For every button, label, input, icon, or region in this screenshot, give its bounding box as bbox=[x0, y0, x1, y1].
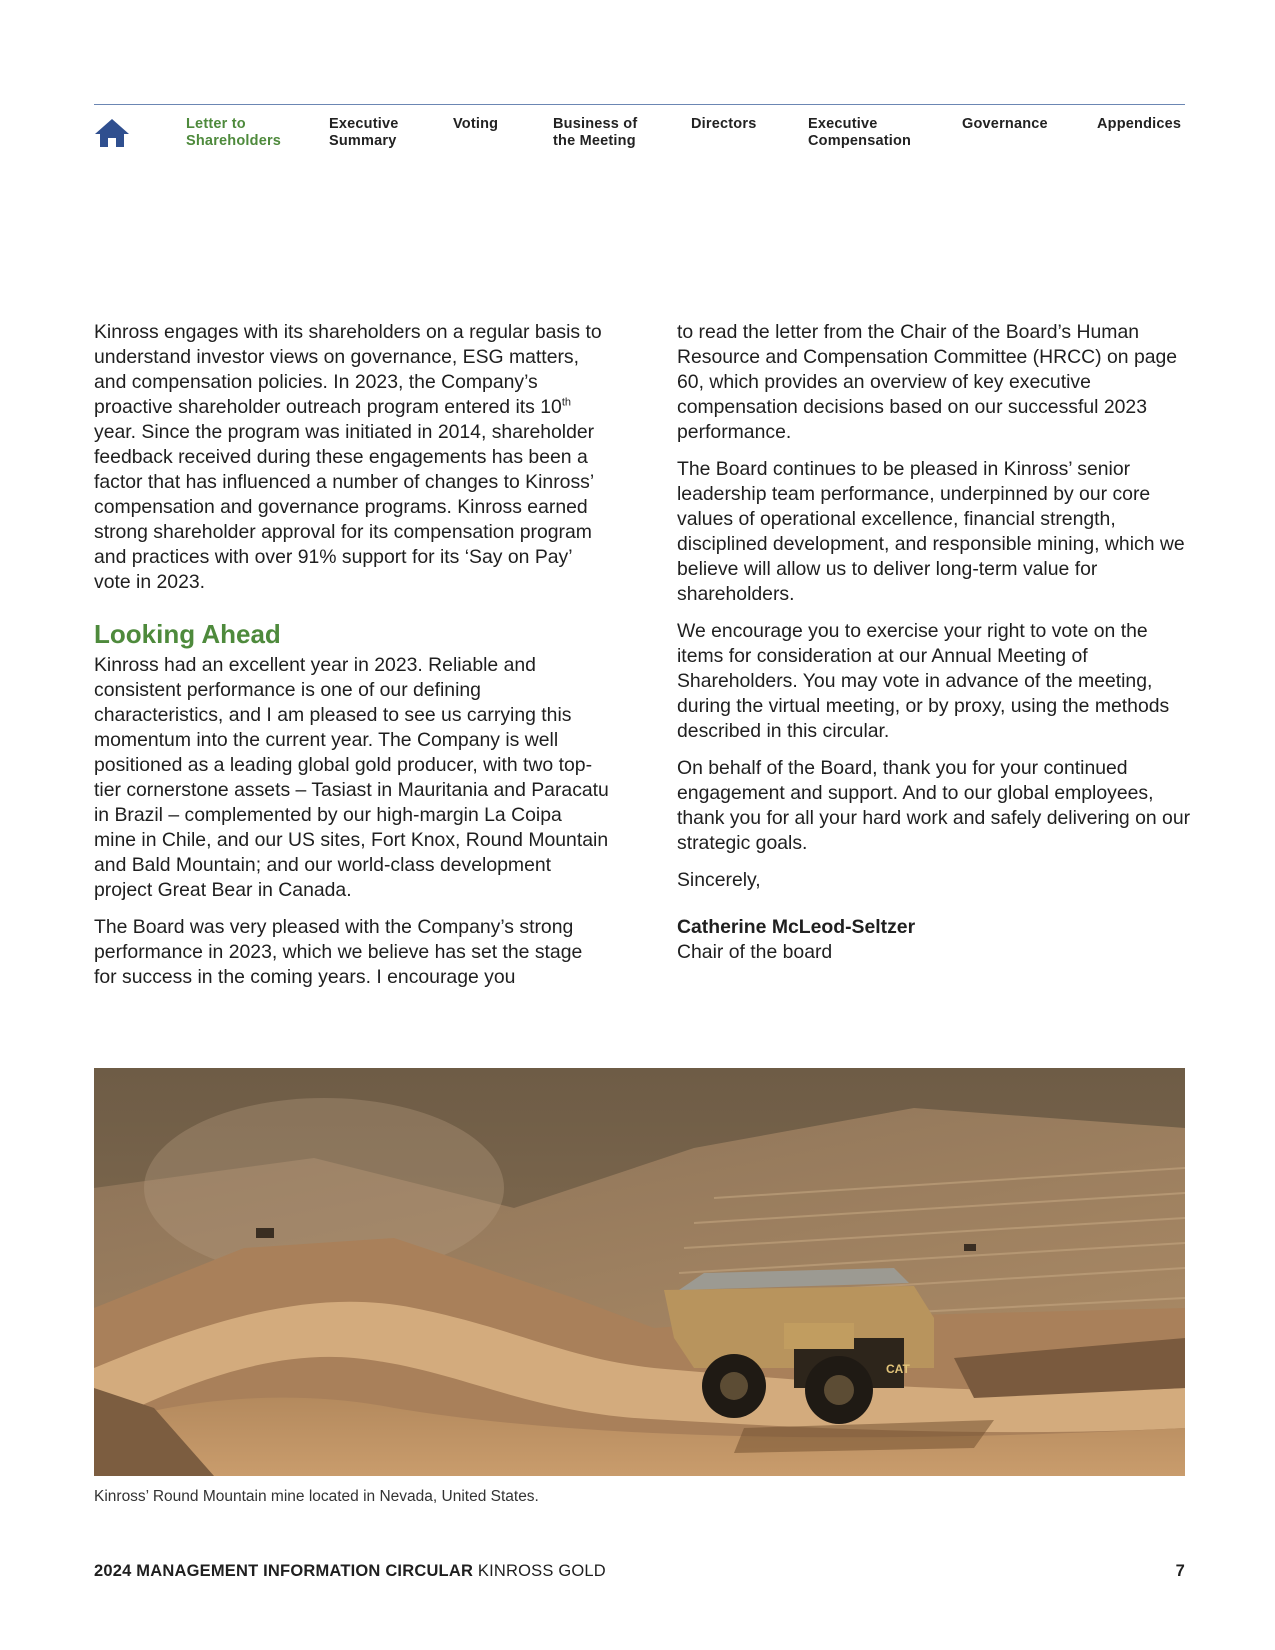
nav-tab-governance[interactable] bbox=[962, 116, 1048, 133]
paragraph-vote: We encourage you to exercise your right to vote on the items for consideration at our Annual Meeting of Shareholders. You may vote in advance of the meeting, during the virtual meeting, or by proxy, using the methods described in this circular. bbox=[677, 620, 1170, 742]
page-number: 7 bbox=[1175, 1562, 1185, 1580]
page-footer bbox=[94, 1562, 1185, 1581]
nav-tab-label-line2: Compensation bbox=[808, 132, 912, 149]
footer-title-regular: KINROSS GOLD bbox=[473, 1562, 606, 1580]
nav-tab-label-line1: Letter to bbox=[186, 116, 246, 132]
paragraph-leadership: The Board continues to be pleased in Kinross’ senior leadership team performance, underpinned by our core values of operational excellence, financial strength, disciplined development, and responsible mining, which we believe will allow us to deliver long-term value for shareholders. bbox=[677, 458, 1185, 605]
nav-tab-label-line1: Business of bbox=[553, 116, 638, 132]
nav-tab-label-line1: Executive bbox=[329, 116, 399, 132]
signer-name: Catherine McLeod-Seltzer bbox=[677, 916, 916, 938]
mine-photo bbox=[94, 1068, 1185, 1476]
nav-tab-label-line1: Governance bbox=[962, 116, 1048, 132]
left-column bbox=[94, 320, 609, 1002]
truck-label: CAT bbox=[886, 1362, 910, 1376]
nav-tab-label-line1: Executive bbox=[808, 116, 878, 132]
nav-tab-letter-to-shareholders[interactable] bbox=[186, 116, 281, 149]
paragraph-hrcc-letter: to read the letter from the Chair of the Board’s Human Resource and Compensation Committee (HRCC) on page 60, which provides an overview of key executive compensation decisions based on our successful 2023 performance. bbox=[677, 321, 1178, 443]
superscript: th bbox=[561, 396, 571, 409]
section-heading-looking-ahead: Looking Ahead bbox=[94, 619, 281, 649]
paragraph-board-pleased: The Board was very pleased with the Company’s strong performance in 2023, which we believe has set the stage for success in the coming years. I encourage you bbox=[94, 916, 583, 988]
home-icon[interactable] bbox=[94, 117, 130, 149]
closing: Sincerely, bbox=[677, 869, 761, 891]
nav-tab-directors[interactable] bbox=[691, 116, 756, 133]
nav-tab-label-line1: Appendices bbox=[1097, 116, 1182, 132]
nav-tab-appendices[interactable] bbox=[1097, 116, 1181, 133]
nav-tab-executive-compensation[interactable] bbox=[808, 116, 911, 149]
nav-tab-voting[interactable] bbox=[453, 116, 498, 133]
paragraph-thanks: On behalf of the Board, thank you for your continued engagement and support. And to our global employees, thank you for all your hard work and safely delivering on our strategic goals. bbox=[677, 757, 1191, 854]
photo-caption: Kinross’ Round Mountain mine located in Nevada, United States. bbox=[94, 1488, 539, 1505]
paragraph-looking-ahead: Kinross had an excellent year in 2023. Reliable and consistent performance is one of our defining characteristics, and I am pleased to see us carrying this momentum into the current year. The Company is well positioned as a leading global gold producer, with two top-tier cornerstone assets – Tasiast in Mauritania and Paracatu in Brazil – complemented by our high-margin La Coipa mine in Chile, and our US sites, Fort Knox, Round Mountain and Bald Mountain; and our world-class development project Great Bear in Canada. bbox=[94, 654, 609, 901]
nav-tab-business-of-the-meeting[interactable] bbox=[553, 116, 637, 149]
nav-tab-label-line2: the Meeting bbox=[553, 132, 636, 149]
footer-title-bold: 2024 MANAGEMENT INFORMATION CIRCULAR bbox=[94, 1562, 474, 1580]
nav-tab-label-line1: Directors bbox=[691, 116, 757, 132]
nav-tab-label-line1: Voting bbox=[453, 116, 499, 132]
top-navigation bbox=[94, 104, 1185, 149]
nav-tab-executive-summary[interactable] bbox=[329, 116, 399, 149]
nav-tab-label-line2: Summary bbox=[329, 132, 397, 149]
nav-tab-label-line2: Shareholders bbox=[186, 132, 282, 149]
paragraph-shareholder-engagement: Kinross engages with its shareholders on a regular basis to understand investor views on governance, ESG matters, and compensation policies. In 2023, the Company’s proactive shareholder outreach program entered its 10th year. Since the program was initiated in 2014, shareholder feedback received during these engagements has been a factor that has influenced a number of changes to Kinross’ compensation and governance programs. Kinross earned strong shareholder approval for its compensation program and practices with over 91% support for its ‘Say on Pay’ vote in 2023. bbox=[94, 321, 602, 593]
signer-title: Chair of the board bbox=[677, 941, 833, 963]
right-column bbox=[677, 320, 1192, 977]
